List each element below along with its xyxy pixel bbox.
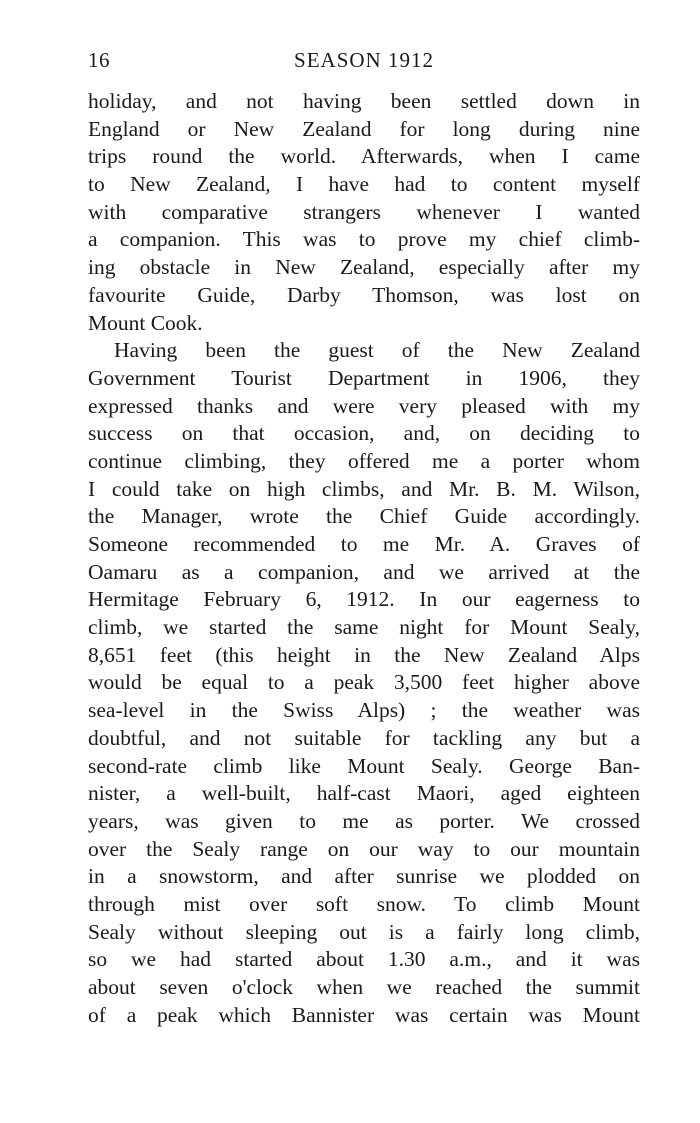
text-line: a companion. This was to prove my chief climb- xyxy=(88,227,640,252)
text-line: Government Tourist Department in 1906, they xyxy=(88,365,640,390)
text-line: over the Sealy range on our way to our mountain xyxy=(88,836,640,861)
text-line: to New Zealand, I have had to content myself xyxy=(88,172,640,197)
text-line: continue climbing, they offered me a porter whom xyxy=(88,448,640,473)
body-text xyxy=(88,88,640,1029)
page-number: 16 xyxy=(88,48,110,72)
text-line: success on that occasion, and, on deciding to xyxy=(88,421,640,446)
running-title: SEASON 1912 xyxy=(294,48,434,72)
text-line: expressed thanks and were very pleased with my xyxy=(88,393,640,418)
text-line: about seven o'clock when we reached the summit xyxy=(88,975,640,999)
text-line: 8,651 feet (this height in the New Zealand Alps xyxy=(88,642,640,667)
text-line: through mist over soft snow. To climb Mount xyxy=(88,891,640,916)
text-line: sea-level in the Swiss Alps) ; the weather was xyxy=(88,698,640,723)
text-line: of a peak which Bannister was certain was Mount xyxy=(88,1002,640,1027)
text-line: the Manager, wrote the Chief Guide accordingly. xyxy=(88,504,640,529)
text-line: holiday, and not having been settled down in xyxy=(88,89,640,113)
text-line: years, was given to me as porter. We crossed xyxy=(88,808,640,833)
text-line: Sealy without sleeping out is a fairly long climb, xyxy=(88,919,640,944)
text-line: would be equal to a peak 3,500 feet higher above xyxy=(88,670,640,695)
text-line: nister, a well-built, half-cast Maori, aged eighteen xyxy=(88,781,640,806)
text-line: so we had started about 1.30 a.m., and it was xyxy=(88,947,640,972)
text-line: ing obstacle in New Zealand, especially after my xyxy=(88,255,640,280)
text-line: trips round the world. Afterwards, when I came xyxy=(88,144,640,169)
text-line: second-rate climb like Mount Sealy. George Ban- xyxy=(88,753,640,778)
text-line: in a snowstorm, and after sunrise we plodded on xyxy=(88,864,640,889)
running-head xyxy=(88,48,640,76)
text-line: doubtful, and not suitable for tackling any but a xyxy=(88,725,640,750)
text-line: Mount Cook. xyxy=(88,310,203,335)
text-line: favourite Guide, Darby Thomson, was lost on xyxy=(88,282,640,307)
text-line: England or New Zealand for long during nine xyxy=(88,116,640,141)
text-line: climb, we started the same night for Mount Sealy, xyxy=(88,615,640,640)
text-line: I could take on high climbs, and Mr. B. M. Wilson, xyxy=(88,476,640,501)
text-line: with comparative strangers whenever I wanted xyxy=(88,199,640,224)
text-line: Having been the guest of the New Zealand xyxy=(114,338,640,363)
text-line: Oamaru as a companion, and we arrived at the xyxy=(88,559,640,584)
text-line: Someone recommended to me Mr. A. Graves of xyxy=(88,532,640,556)
text-line: Hermitage February 6, 1912. In our eagerness to xyxy=(88,587,640,612)
